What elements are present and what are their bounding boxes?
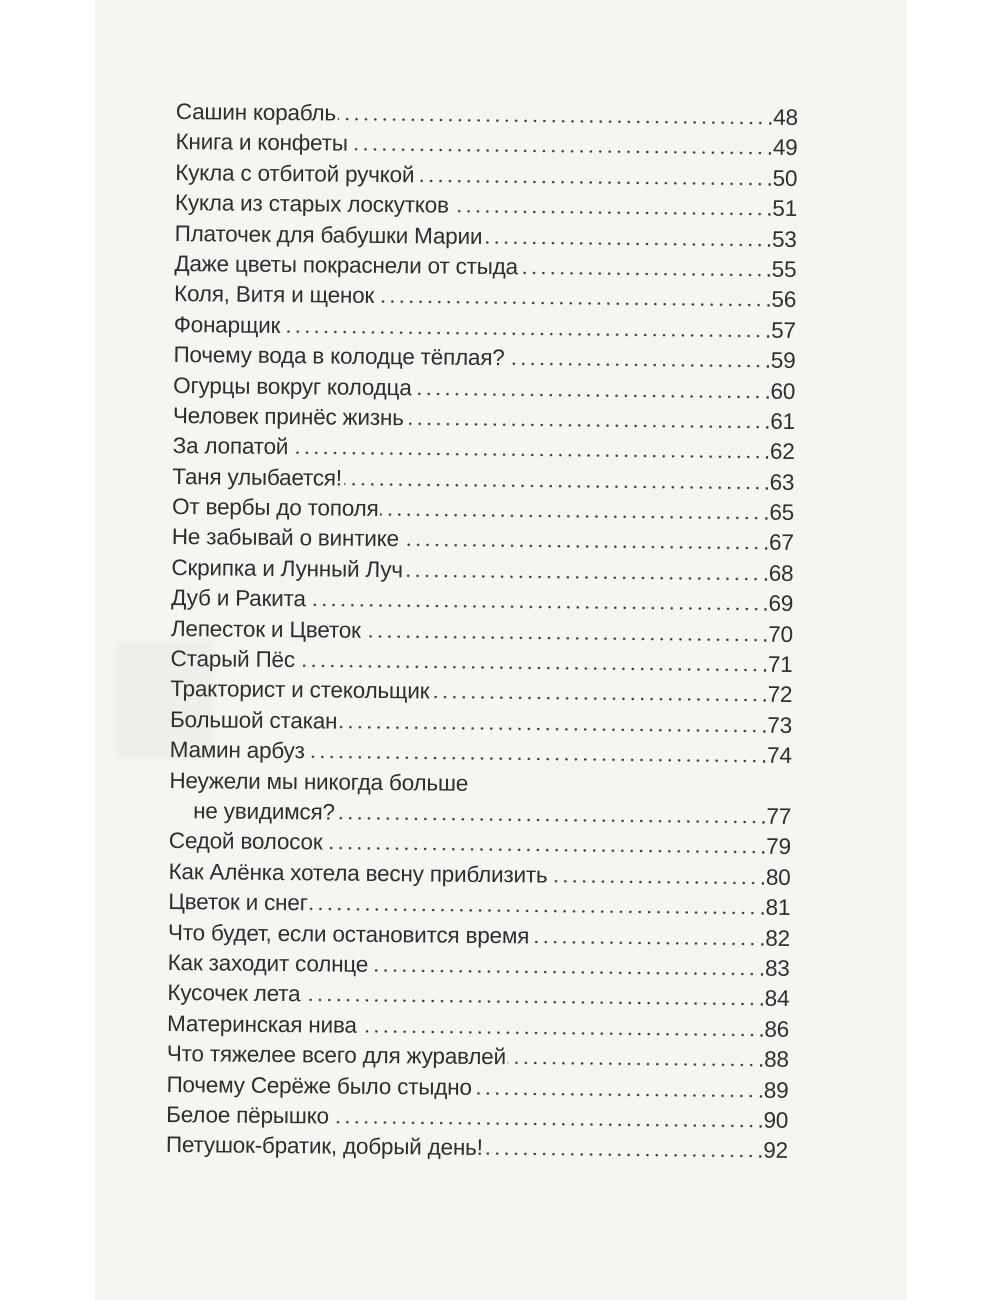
- dot-leader: [531, 940, 757, 945]
- toc-entry-page: .88: [757, 1046, 789, 1073]
- dot-leader: [344, 482, 762, 489]
- toc-entry-title: Белое пёрышко: [166, 1101, 329, 1129]
- toc-entry-title: Фонарщик: [173, 311, 281, 338]
- toc-entry-title: Неужели мы никогда больше: [169, 767, 469, 796]
- dot-leader: [431, 696, 759, 702]
- dot-leader: [297, 664, 760, 671]
- toc-entry-title: Кукла из старых лоскутков: [174, 190, 449, 218]
- dot-leader: [370, 969, 757, 976]
- toc-entry-title: Кусочек лета: [167, 980, 301, 1007]
- dot-leader: [414, 392, 763, 398]
- toc-entry-title: Петушок-братик, добрый день!: [165, 1132, 483, 1161]
- toc-entry-page: .80: [759, 864, 791, 890]
- dot-leader: [380, 513, 761, 520]
- dot-leader: [359, 1030, 757, 1037]
- toc-entry-page: .77: [760, 803, 792, 829]
- toc-entry-title: Почему Серёже было стыдно: [166, 1071, 472, 1100]
- toc-entry-page: .92: [757, 1137, 789, 1164]
- toc-entry-page: .84: [758, 985, 790, 1012]
- toc-entry-title: Скрипка и Лунный Луч: [171, 554, 403, 583]
- toc-entry-page: .70: [762, 621, 793, 647]
- toc-entry-title: Почему вода в колодце тёплая?: [173, 342, 505, 371]
- toc-entry-title-continuation: не увидимся?: [193, 798, 335, 825]
- toc-entry-title: Дуб и Ракита: [171, 585, 306, 612]
- toc-entry-title: Как Алёнка хотела весну приблизить: [168, 858, 548, 888]
- dot-leader: [307, 755, 759, 762]
- toc-entry-title: Платочек для бабушки Марии: [174, 220, 483, 249]
- dot-leader: [308, 604, 761, 611]
- toc-entry-title: Человек принёс жизнь: [172, 402, 404, 431]
- toc-entry-page: .57: [764, 317, 796, 343]
- toc-entry-page: .67: [762, 530, 794, 556]
- toc-entry-title: Что тяжелее всего для журавлей: [166, 1041, 507, 1070]
- toc-entry-page: .65: [763, 499, 795, 526]
- toc-entry-title: Старый Пёс: [170, 646, 295, 673]
- toc-entry-page: .55: [765, 256, 797, 282]
- toc-entry-title: Цветок и снег: [168, 889, 308, 916]
- toc-entry-page: .59: [764, 347, 796, 374]
- toc-entry-title: Даже цветы покраснели от стыда: [174, 250, 519, 280]
- dot-leader: [376, 300, 763, 307]
- toc-entry-title: Большой стакан: [169, 706, 338, 734]
- dot-leader: [520, 271, 764, 276]
- dot-leader: [331, 1120, 756, 1127]
- toc-entry-title: От вербы до тополя: [171, 494, 379, 522]
- toc-entry-page: .81: [759, 894, 791, 921]
- toc-entry-page: .53: [765, 226, 797, 252]
- toc-entry-page: .71: [761, 651, 793, 677]
- dot-leader: [324, 847, 758, 854]
- dot-leader: [302, 999, 756, 1006]
- dot-leader: [337, 817, 759, 824]
- toc-entry-title: Кукла с отбитой ручкой: [175, 159, 415, 188]
- toc-entry-page: .49: [766, 135, 798, 161]
- toc-entry-title: Книга и конфеты: [175, 129, 348, 157]
- dot-leader: [508, 1061, 756, 1066]
- dot-leader: [339, 725, 759, 732]
- toc-entry-title: Таня улыбается!: [172, 463, 343, 491]
- toc-entry-title: Тракторист и стекольщик: [170, 676, 430, 704]
- toc-entry-page: .61: [764, 408, 796, 434]
- table-of-contents: [166, 97, 798, 1167]
- dot-leader: [405, 574, 761, 580]
- toc-entry-title: Сашин корабль: [175, 98, 337, 126]
- toc-entry-page: .56: [765, 287, 797, 313]
- dot-leader: [406, 422, 763, 428]
- toc-entry-page: .62: [763, 438, 795, 465]
- toc-entry-title: Коля, Витя и щенок: [173, 281, 375, 309]
- toc-entry-title: Как заходит солнце: [167, 949, 369, 977]
- dot-leader: [507, 362, 763, 367]
- toc-entry-page: .89: [757, 1077, 789, 1103]
- toc-entry-page: .48: [767, 104, 798, 130]
- dot-leader: [484, 241, 764, 247]
- dot-leader: [350, 148, 765, 155]
- toc-entry-page: .82: [759, 925, 791, 951]
- toc-entry-page: .63: [763, 469, 795, 495]
- toc-entry-page: .90: [757, 1107, 789, 1133]
- dot-leader: [549, 879, 757, 884]
- dot-leader: [416, 179, 764, 185]
- toc-entry-page: .68: [762, 560, 794, 586]
- toc-entry-title: Огурцы вокруг колодца: [173, 372, 412, 400]
- toc-entry-page: .72: [761, 682, 793, 708]
- toc-entry-page: .86: [758, 1016, 790, 1042]
- dot-leader: [310, 907, 758, 914]
- toc-entry-title: Мамин арбуз: [169, 737, 305, 764]
- toc-entry-page: .73: [761, 712, 793, 738]
- toc-entry-title: Что будет, если остановится время: [167, 919, 530, 948]
- toc-entry-page: .69: [762, 590, 794, 617]
- toc-entry-title: За лопатой: [172, 433, 289, 460]
- toc-entry-page: .74: [760, 742, 792, 769]
- dot-leader: [290, 451, 762, 459]
- dot-leader: [474, 1091, 756, 1097]
- dot-leader: [282, 330, 763, 338]
- toc-entry-page: .60: [764, 378, 796, 404]
- dot-leader: [338, 118, 765, 125]
- toc-entry-title: Лепесток и Цветок: [170, 615, 361, 643]
- toc-entry: [166, 1130, 788, 1166]
- toc-entry-page: .79: [760, 834, 791, 860]
- toc-entry-page: .51: [766, 195, 798, 222]
- toc-entry-title: Седой волосок: [168, 828, 323, 855]
- dot-leader: [451, 210, 764, 216]
- dot-leader: [363, 634, 760, 641]
- dot-leader: [401, 544, 761, 550]
- toc-entry-page: .83: [758, 955, 790, 981]
- toc-entry-title: Материнская нива: [166, 1010, 357, 1038]
- dot-leader: [485, 1152, 756, 1158]
- toc-entry-page: .50: [766, 165, 798, 191]
- toc-entry-title: Не забывай о винтике: [171, 524, 400, 552]
